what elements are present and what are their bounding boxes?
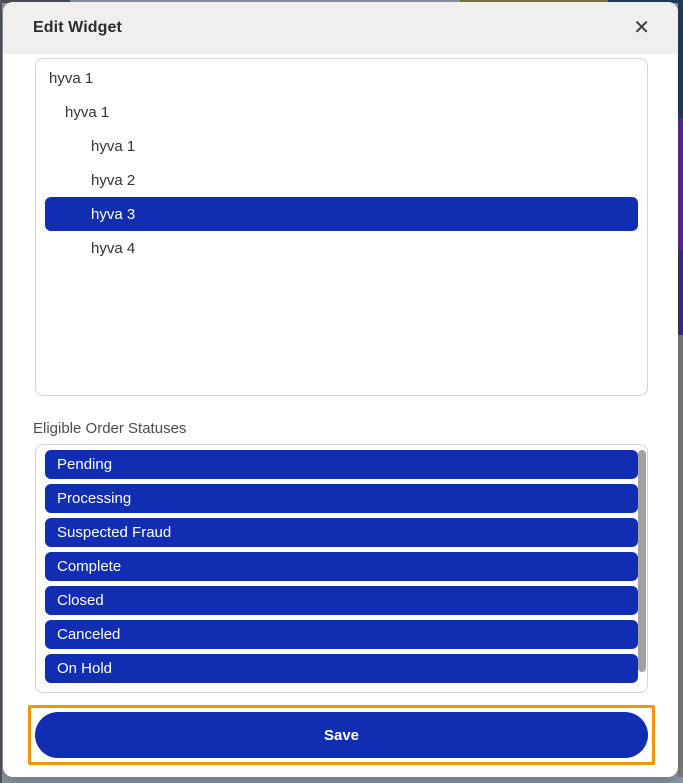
status-option[interactable]: Canceled <box>45 620 638 649</box>
statuses-listbox[interactable] <box>35 444 648 693</box>
status-option[interactable]: On Hold <box>45 654 638 683</box>
tree-option[interactable]: hyva 1 <box>65 103 110 121</box>
eligible-order-statuses-label: Eligible Order Statuses <box>33 420 187 437</box>
edit-widget-modal <box>3 2 678 777</box>
modal-header <box>3 2 678 54</box>
save-highlight-outline <box>28 705 655 765</box>
modal-title: Edit Widget <box>33 19 122 36</box>
modal-body <box>3 54 678 765</box>
scrollbar-thumb[interactable] <box>638 450 646 672</box>
background-strip-left <box>0 0 2 783</box>
status-option[interactable]: Closed <box>45 586 638 615</box>
tree-option[interactable]: hyva 1 <box>49 69 94 87</box>
background-strip-right <box>678 0 683 783</box>
status-option[interactable]: Complete <box>45 552 638 581</box>
save-button[interactable]: Save <box>35 712 648 758</box>
close-button[interactable] <box>629 16 654 40</box>
status-option[interactable]: Processing <box>45 484 638 513</box>
widget-tree-listbox[interactable] <box>35 58 648 396</box>
tree-option[interactable]: hyva 1 <box>91 137 136 155</box>
tree-option[interactable]: hyva 2 <box>91 171 136 189</box>
status-option[interactable]: Suspected Fraud <box>45 518 638 547</box>
close-icon: ✕ <box>633 17 650 39</box>
background-strip-bottom <box>0 777 683 783</box>
tree-option[interactable]: hyva 3 <box>45 197 638 231</box>
status-option[interactable]: Pending <box>45 450 638 479</box>
tree-option[interactable]: hyva 4 <box>91 239 136 257</box>
